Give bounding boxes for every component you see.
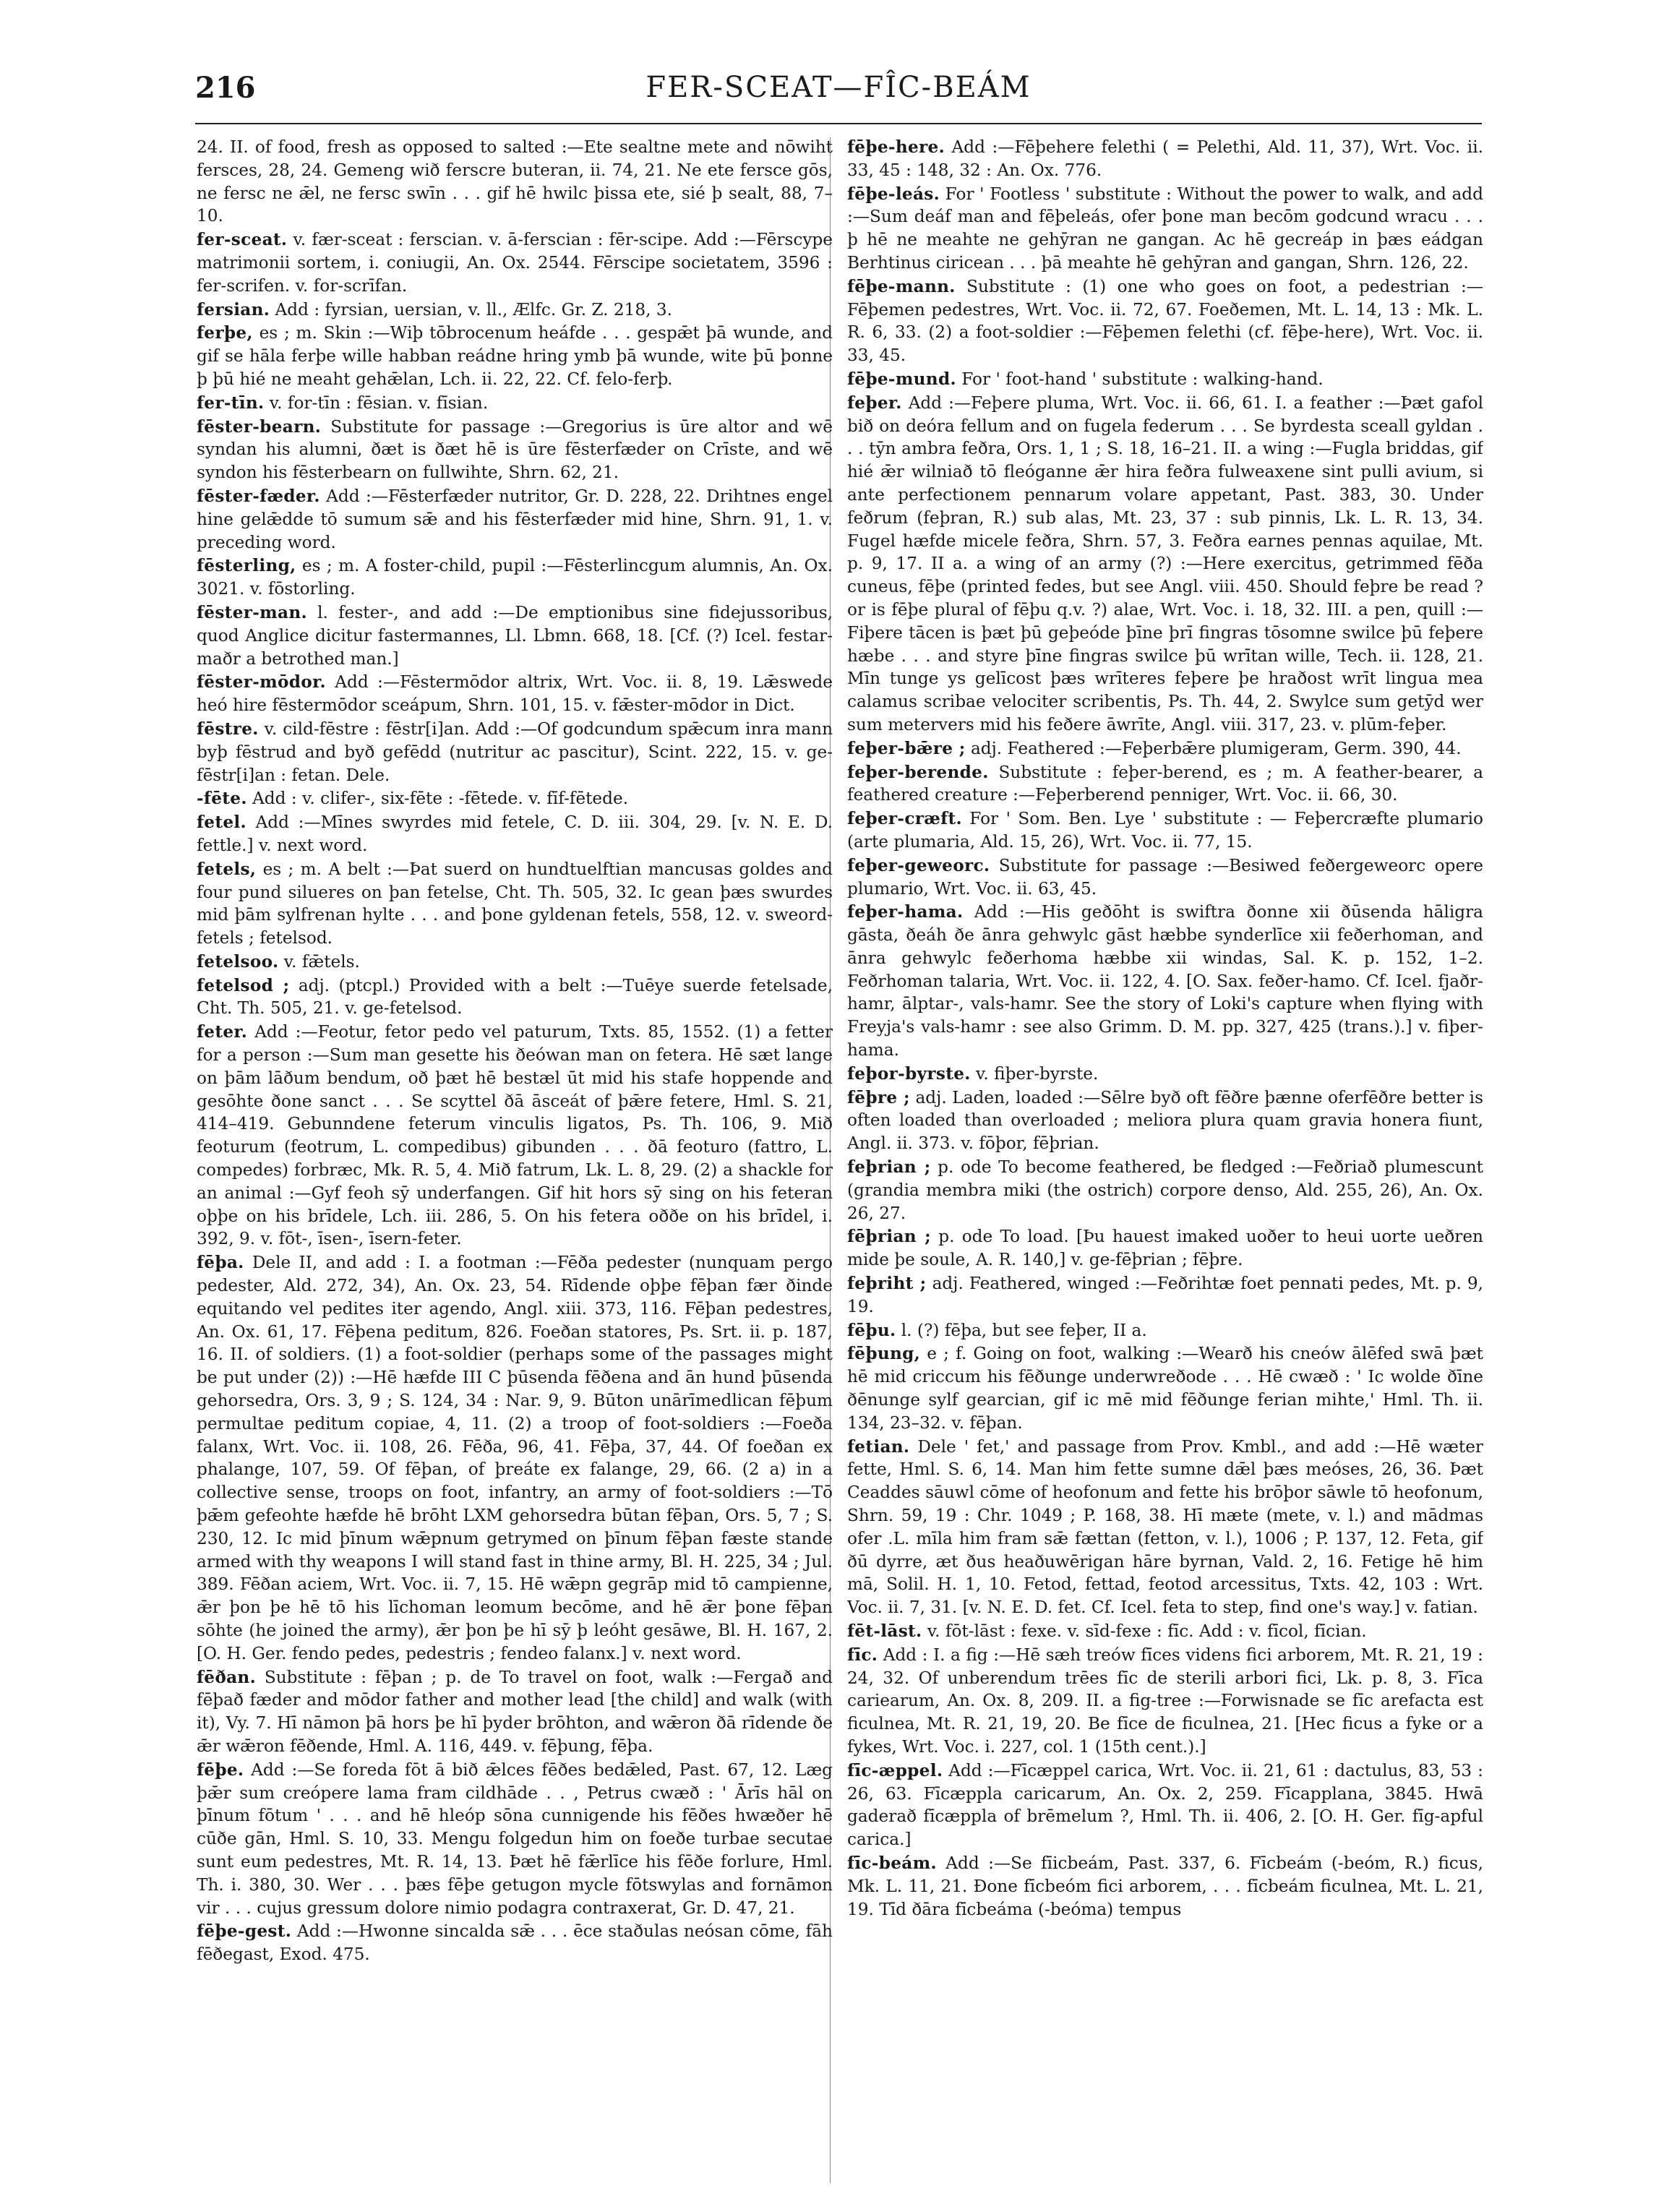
- entry-body: Add : v. clifer-, six-fēte : -fētede. v. fīf-fētede.: [252, 789, 629, 809]
- dictionary-entry: [197, 1666, 833, 1758]
- entry-body: v. fǣtels.: [283, 951, 360, 972]
- entry-headword: feþrian ;: [847, 1157, 931, 1178]
- entry-headword: fetelsod ;: [197, 975, 290, 995]
- dictionary-entry: [197, 136, 833, 228]
- entry-body: Add :—Fēstermōdor altrix, Wrt. Voc. ii. 8, 19. Lǣswede heó hire fēstermōdor sceápum, Shrn. 101, 15. v. fǣster-mōdor in Dict.: [197, 672, 833, 716]
- entry-headword: fēþe-gest.: [197, 1921, 292, 1942]
- dictionary-entry: [197, 1920, 833, 1966]
- entry-body: Add :—Feþere pluma, Wrt. Voc. ii. 66, 61. I. a feather :—Þæt gafol bið on deóra fellum and on fugela federum . . . Se byrdesta sceall gyldan . . . tȳn ambra feðra, Ors. 1, 1 ; S. 18, 16–21. II. a wing :—Fugla briddas, gif hié ǣr wilniað tō fleóganne ǣr hira feðra fulweaxene sint pulli avium, si ante perfectionem pennarum volare appetant, Past. 383, 30. Under feðrum (feþran, R.) sub alas, Mt. 23, 37 : sub pinnis, Lk. L. R. 13, 34. Fugel hæfde micele feðra, Shrn. 57, 3. Feðra earnes pennas aquilae, Mt. p. 9, 17. II a. a wing of an army (?) :—Here exercitus, getrimmed fēða cuneus, fēþe (printed fedes, but see Angl. viii. 450. Should feþre be read ? or is fēþe plural of fēþu q.v. ?) alae, Wrt. Voc. i. 18, 32. III. a pen, quill :—Fiþere tācen is þæt þū geþeóde þīne þrī fingras tōsomne swilce þū feþere hæbe . . . and styre þīne fingras swilce þū wrītan wille, Tech. ii. 128, 21. Mīn tunge ys gelīcost þæs wrīteres feþere þe hraðost wrīt lingua mea calamus scribae velociter scribentis, Ps. Th. 44, 2. Swylce sum getȳd wer sum metervers mid his feðere āwrīte, Angl. viii. 317, 23. v. plūm-feþer.: [847, 393, 1483, 734]
- entry-body: Add :—Fīcæppel carica, Wrt. Voc. ii. 21, 61 : dactulus, 83, 53 : 26, 63. Fīcæppla caricarum, An. Ox. 2, 259. Fīcapplana, 3845. Hwā gaderað fīcæppla of brēmelum ?, Hml. Th. ii. 406, 2. [O. H. Ger. fīg-apful carica.]: [847, 1760, 1483, 1850]
- entry-body: l. (?) fēþa, but see feþer, II a.: [901, 1320, 1147, 1340]
- dictionary-entry: [847, 1156, 1483, 1225]
- entry-headword: fēðan.: [197, 1667, 256, 1687]
- dictionary-entry: [197, 485, 833, 554]
- entry-body: For ' Som. Ben. Lye ' substitute : — Feþercræfte plumario (arte plumaria, Ald. 15, 26), Wrt. Voc. ii. 77, 15.: [847, 809, 1483, 852]
- entry-headword: fēþe-leás.: [847, 184, 940, 204]
- entry-body: Add :—Se foreda fōt ā bið ǣlces fēðes bedǣled, Past. 67, 12. Læg þǣr sum creópere lama fram cildhāde . . , Petrus cwæð : ' Ārīs hāl on þīnum fōtum ' . . . and hē hleóp sōna cunnigende his fēðes hwæðer hē cūðe gān, Hml. S. 10, 33. Mengu folgedun him on foeðe turbae secutae sunt eum pedestres, Mt. R. 14, 13. Þæt hē fǣrlīce his fēðe forlure, Hml. Th. i. 380, 30. Wer . . . þæs fēþe getugon mycle fōtswylas and fornāmon vir . . . cujus gressum dolore nimio podagra contraxerat, Gr. D. 47, 21.: [197, 1759, 833, 1918]
- entry-body: Add :—Hwonne sincalda sǣ . . . ēce staðulas neósan cōme, fāh fēðegast, Exod. 475.: [197, 1921, 833, 1965]
- header-rule: [195, 123, 1482, 124]
- entry-body: Substitute for passage :—Besiwed feðergeweorc opere plumario, Wrt. Voc. ii. 63, 45.: [847, 855, 1483, 899]
- dictionary-entry: [197, 392, 833, 415]
- entry-headword: feþer-geweorc.: [847, 855, 990, 875]
- dictionary-entry: [847, 392, 1483, 737]
- dictionary-entry: [847, 275, 1483, 367]
- entry-body: v. fōt-lāst : fexe. v. sīd-fexe : fīc. Add : v. fīcol, fīcian.: [927, 1621, 1367, 1641]
- entry-headword: fīc-beám.: [847, 1853, 937, 1873]
- dictionary-entry: [197, 1759, 833, 1920]
- dictionary-entry: [847, 807, 1483, 854]
- dictionary-entry: [847, 1759, 1483, 1851]
- entry-body: es ; m. A belt :—Þat suerd on hundtuelftian mancusas goldes and four pund silueres on þan fetelse, Cht. Th. 505, 32. Ic gean þæs swurdes mid þām sylfrenan hylte . . . and þone gyldenan fetels, 558, 12. v. sweord-fetels ; fetelsod.: [197, 859, 833, 948]
- dictionary-entry: [847, 1086, 1483, 1155]
- dictionary-entry: [847, 1063, 1483, 1086]
- dictionary-entry: [847, 368, 1483, 391]
- entry-body: For ' foot-hand ' substitute : walking-hand.: [961, 369, 1324, 389]
- entry-body: Substitute for passage :—Gregorius is ūre altor and wē syndan his alumni, ðæt is ðæt hē is ūre fēsterfæder on Crīste, and wē syndon his fēsterbearn on fullwihte, Shrn. 62, 21.: [197, 416, 833, 483]
- entry-body: Add :—Fēþehere felethi ( = Pelethi, Ald. 11, 37), Wrt. Voc. ii. 33, 45 : 148, 32 : An. Ox. 776.: [847, 137, 1483, 180]
- dictionary-entry: [847, 854, 1483, 901]
- dictionary-entry: [197, 416, 833, 484]
- dictionary-entry: [847, 136, 1483, 182]
- entry-headword: fetel.: [197, 813, 246, 833]
- entry-body: Add :—His geðōht is swiftra ðonne xii ðūsenda hāligra gāsta, ðeáh ðe ānra gehwylc gāst hæbbe synderlīce xii feðerhoman, and ānra gehwylc feðerhoma hæbbe xii windas, Sal. K. p. 152, 1–2. Feðrhoman talaria, Wrt. Voc. ii. 122, 4. [O. Sax. feðer-hamo. Cf. Icel. fjaðr-hamr, ālptar-, vals-hamr. See the story of Loki's capture when flying with Freyja's vals-hamr : see also Grimm. D. M. pp. 327, 425 (trans.).] v. fiþer-hama.: [847, 902, 1483, 1060]
- entry-headword: fēþung,: [847, 1344, 921, 1364]
- entry-body: l. fester-, and add :—De emptionibus sine fidejussoribus, quod Anglice dicitur fastermannes, Ll. Lbmn. 668, 18. [Cf. (?) Icel. festar-maðr a betrothed man.]: [197, 602, 833, 669]
- entry-body: adj. Feathered, winged :—Feðrihtæ foet pennati pedes, Mt. p. 9, 19.: [847, 1274, 1483, 1316]
- entry-body: adj. Laden, loaded :—Sēlre byð oft fēðre þænne oferfēðre better is often loaded than overloaded ; meliora plura quam gravia honera fiunt, Angl. ii. 373. v. fōþor, fēþrian.: [847, 1087, 1483, 1154]
- dictionary-entry: [847, 1272, 1483, 1319]
- entry-headword: feþer-berende.: [847, 762, 989, 782]
- dictionary-entry: [847, 1620, 1483, 1643]
- entry-body: e ; f. Going on foot, walking :—Wearð his cneów ālēfed swā þæt hē mid criccum his fēðunge underwreðode . . . Hē cwæð : ' Ic wolde ðīne ðēnunge sylf gearcian, gif ic mē mid fēðunge ferian mihte,' Hml. Th. ii. 134, 23–32. v. fēþan.: [847, 1344, 1483, 1433]
- dictionary-entry: [847, 737, 1483, 760]
- entry-headword: fēster-mōdor.: [197, 672, 326, 693]
- entry-headword: fēþa.: [197, 1253, 244, 1273]
- dictionary-entry: [847, 183, 1483, 275]
- dictionary-entry: [197, 858, 833, 950]
- entry-body: For ' Footless ' substitute : Without the power to walk, and add :—Sum deáf man and fēþeleás, ofer þone man becōm godcund wracu . . . þ hē ne meahte ne gehȳran ne gangan. Ac hē gecreáp in þæs eádgan Berhtinus ciricean . . . þā meahte hē gehȳran and gangan, Shrn. 126, 22.: [847, 184, 1483, 273]
- dictionary-entry: [197, 601, 833, 670]
- dictionary-entry: [197, 951, 833, 974]
- entry-body: Dele ' fet,' and passage from Prov. Kmbl., and add :—Hē wæter fette, Hml. S. 6, 14. Man him fette sumne dǣl þæs meóses, 26, 36. Þæt Ceaddes sāuwl cōme of heofonum and fette his brōþor sāwle tō heofonum, Shrn. 59, 19 : Chr. 1049 ; P. 168, 38. Hī mæte (mete, v. l.) and mādmas ofer .L. mīla him fram sǣ fættan (fetton, v. l.), 1006 ; P. 137, 12. Feta, gif ðū dyrre, æt ðus heaðuwērigan hāre byrnan, Vald. 2, 16. Fetige hē him mā, Solil. H. 1, 10. Fetod, fettad, feotod arcessitus, Txts. 42, 103 : Wrt. Voc. ii. 7, 31. [v. N. E. D. fet. Cf. Icel. feta to step, find one's way.] v. fatian.: [847, 1436, 1483, 1618]
- dictionary-entry: [847, 1342, 1483, 1434]
- dictionary-entry: [847, 1644, 1483, 1759]
- entry-headword: fer-tīn.: [197, 393, 265, 413]
- entry-body: Add : I. a fig :—Hē sæh treów fīces videns fici arborem, Mt. R. 21, 19 : 24, 32. Of unberendum trēes fīc de sterili arbori fici, Lk. p. 8, 3. Fīca cariearum, An. Ox. 8, 209. II. a fig-tree :—Forwisnade se fīc arefacta est ficulnea, Mt. R. 21, 19, 20. Be fīce de ficulnea, 21. [Hec ficus a fyke or a fykes, Wrt. Voc. i. 227, col. 1 (15th cent.).]: [847, 1645, 1483, 1757]
- dictionary-entry: [197, 718, 833, 786]
- entry-body: v. fær-sceat : ferscian. v. ā-ferscian : fēr-scipe. Add :—Fērscype matrimonii sortem, i. coniugii, An. Ox. 2544. Fērscipe societatem, 3596 : fer-scrifen. v. for-scrīfan.: [197, 230, 833, 296]
- entry-headword: fīc.: [847, 1645, 878, 1665]
- entry-headword: fetels,: [197, 859, 257, 879]
- entry-headword: fēster-bearn.: [197, 416, 322, 437]
- entry-body: Substitute : (1) one who goes on foot, a pedestrian :—Fēþemen pedestres, Wrt. Voc. ii. 72, 67. Foeðemen, Mt. L. 14, 13 : Mk. L. R. 6, 33. (2) a foot-soldier :—Fēþemen felethi (cf. fēþe-here), Wrt. Voc. ii. 33, 45.: [847, 276, 1483, 366]
- entry-body: v. for-tīn : fēsian. v. fīsian.: [269, 393, 489, 413]
- dictionary-entry: [197, 1021, 833, 1251]
- page-number: 216: [195, 71, 256, 105]
- entry-headword: fēþe.: [197, 1759, 244, 1780]
- dictionary-entry: [847, 901, 1483, 1062]
- entry-headword: fēþrian ;: [847, 1227, 932, 1247]
- entry-headword: fēþu.: [847, 1320, 896, 1340]
- entry-headword: fēþe-mund.: [847, 369, 956, 389]
- entry-body: Dele II, and add : I. a footman :—Fēða pedester (nunquam pergo pedester, Ald. 272, 34), An. Ox. 23, 54. Rīdende oþþe fēþan fær ðinde equitando vel pedites iter agendo, Angl. xiii. 373, 116. Fēþan pedestres, An. Ox. 61, 17. Fēþena peditum, 826. Foeðan statores, Ps. Srt. ii. p. 187, 16. II. of soldiers. (1) a foot-soldier (perhaps some of the passages might be put under (2)) :—Hē hæfde III C þūsenda fēðena and ān hund þūsenda gehorsedra, Ors. 3, 9 ; S. 124, 34 : Nar. 9, 9. Būton unārīmedlican fēþum permultae peditum copiae, 4, 11. (2) a troop of foot-soldiers :—Foeða falanx, Wrt. Voc. ii. 108, 26. Fēða, 96, 41. Fēþa, 37, 44. Of foeðan ex phalange, 107, 59. Of fēþan, of þreáte ex falange, 29, 66. (2 a) in a collective sense, troops on foot, infantry, an army of foot-soldiers :—Tō þǣm gefeohte hæfde hē brōht LXM gehorsedra būtan fēþan, Ors. 5, 7 ; S. 230, 12. Ic mid þīnum wǣpnum getrymed on þīnum fēþan fæste stande armed with thy weapons I will stand fast in thine army, Bl. H. 225, 34 ; Jul. 389. Fēðan aciem, Wrt. Voc. ii. 7, 15. Hē wǣpn gegrāp mid tō campienne, ǣr þon þe hē tō his līchoman leomum becōme, and hē ǣr þone fēþan sōhte (he joined the army), ǣr þon þe hī sȳ þ leóht gesāwe, Bl. H. 167, 2. [O. H. Ger. fendo pedes, pedestris ; fendeo falanx.] v. next word.: [197, 1253, 833, 1663]
- dictionary-entry: [197, 787, 833, 810]
- entry-headword: fēstre.: [197, 719, 259, 739]
- dictionary-entry: [197, 228, 833, 297]
- entry-headword: feþer-cræft.: [847, 809, 962, 829]
- right-column: [847, 136, 1483, 2189]
- entry-headword: fēster-fæder.: [197, 486, 320, 506]
- entry-body: 24. II. of food, fresh as opposed to salted :—Ete sealtne mete and nōwiht fersces, 28, 24. Gemeng wið ferscre buteran, ii. 74, 21. Ne ete fersce gōs, ne fersc ne ǣl, ne fersc swīn . . . gif hē hwilc þissa ete, sié þ sealt, 88, 7–10.: [197, 137, 833, 226]
- entry-headword: fetian.: [847, 1436, 910, 1457]
- entry-body: p. ode To become feathered, be fledged :—Feðriað plumescunt (grandia membra miki (the ostrich) corpore denso, Ald. 255, 26), An. Ox. 26, 27.: [847, 1157, 1483, 1223]
- entry-headword: fetelsoo.: [197, 951, 279, 972]
- entry-headword: fēþe-here.: [847, 137, 945, 157]
- entry-headword: fēsterling,: [197, 556, 296, 576]
- entry-body: v. fiþer-byrste.: [976, 1063, 1099, 1084]
- entry-body: p. ode To load. [Þu hauest imaked uoðer to heui uorte ueðren mide þe soule, A. R. 140,] v. ge-fēþrian ; fēþre.: [847, 1227, 1483, 1270]
- dictionary-entry: [197, 554, 833, 601]
- entry-headword: feter.: [197, 1022, 248, 1042]
- entry-body: Add :—Se fīicbeám, Past. 337, 6. Fīcbeám (-beóm, R.) ficus, Mk. L. 11, 21. Ðone fīcbeóm fici arborem, . . . fīcbeám ficulnea, Mt. L. 21, 19. Tīd ðāra fīcbeáma (-beóma) tempus: [847, 1853, 1483, 1919]
- entry-body: adj. Feathered :—Feþerbǣre plumigeram, Germ. 390, 44.: [970, 738, 1462, 758]
- entry-body: Substitute : feþer-berend, es ; m. A feather-bearer, a feathered creature :—Feþerberend penniger, Wrt. Voc. ii. 66, 30.: [847, 762, 1483, 805]
- dictionary-entry: [847, 761, 1483, 807]
- left-column: [197, 136, 833, 2189]
- entry-headword: fīc-æppel.: [847, 1760, 943, 1780]
- entry-headword: feþor-byrste.: [847, 1063, 971, 1084]
- entry-body: Add :—Fēsterfæder nutritor, Gr. D. 228, 22. Drihtnes engel hine gelǣdde tō sumum sǣ and his fēsterfæder mid hine, Shrn. 91, 1. v. preceding word.: [197, 486, 833, 552]
- entry-headword: fēþre ;: [847, 1087, 910, 1107]
- dictionary-entry: [847, 1319, 1483, 1342]
- entry-body: es ; m. Skin :—Wiþ tōbrocenum heáfde . . . gespǣt þā wunde, and gif se hāla ferþe wille habban reádne hring ymb þā wunde, wite þū þonne þ þū hié ne meaht gehǣlan, Lch. ii. 22, 22. Cf. felo-ferþ.: [197, 323, 833, 389]
- entry-body: Substitute : fēþan ; p. de To travel on foot, walk :—Fergað and fēþað fæder and mōdor father and mother lead [the child] and walk (with it), Vy. 7. Hī nāmon þā hors þe hī þyder brōhton, and wǣron ðā rīdende ðe ǣr wǣron fēðende, Hml. A. 116, 449. v. fēþung, fēþa.: [197, 1667, 833, 1756]
- dictionary-entry: [197, 322, 833, 390]
- entry-headword: feþer-bǣre ;: [847, 738, 966, 758]
- entry-headword: fēþe-mann.: [847, 276, 956, 296]
- entry-body: Add :—Mīnes swyrdes mid fetele, C. D. iii. 304, 29. [v. N. E. D. fettle.] v. next word.: [197, 813, 833, 855]
- dictionary-entry: [197, 1251, 833, 1665]
- entry-headword: feþer-hama.: [847, 902, 964, 922]
- dictionary-entry: [847, 1225, 1483, 1272]
- dictionary-entry: [197, 974, 833, 1021]
- page-header: [195, 67, 1482, 124]
- entry-headword: fēt-lāst.: [847, 1621, 922, 1641]
- dictionary-entry: [197, 671, 833, 717]
- dictionary-entry: [197, 299, 833, 322]
- dictionary-entry: [197, 811, 833, 857]
- entry-body: adj. (ptcpl.) Provided with a belt :—Tuēye suerde fetelsade, Cht. Th. 505, 21. v. ge-fetelsod.: [197, 975, 833, 1019]
- entry-headword: fersian.: [197, 299, 270, 320]
- entry-body: v. cild-fēstre : fēstr[i]an. Add :—Of godcundum spǣcum inra mann byþ fēstrud and byð gefēdd (nutritur ac pascitur), Scint. 222, 15. v. ge-fēstr[i]an : fetan. Dele.: [197, 719, 833, 785]
- entry-headword: feþer.: [847, 393, 902, 413]
- entry-body: Add : fyrsian, uersian, v. ll., Ælfc. Gr. Z. 218, 3.: [275, 299, 673, 320]
- dictionary-entry: [847, 1436, 1483, 1619]
- entry-body: Add :—Feotur, fetor pedo vel paturum, Txts. 85, 1552. (1) a fetter for a person :—Sum man gesette his ðeówan man on fetera. Hē sæt lange on þām lāðum bendum, oð þæt hē bestæl ūt mid his stafe hoppende and gesōhte ðone sanct . . . Se scyttel ðā āsceát of þǣre fetere, Hml. S. 21, 414–419. Gebunndene feterum vinculis ligatos, Ps. Th. 106, 9. Mið feoturum (feotrum, L. compedibus) gibunden . . . ðā feoturo (fattro, L. compedes) forbræc, Mk. R. 5, 4. Mið fatrum, Lk. L. 8, 29. (2) a shackle for an animal :—Gyf feoh sȳ underfangen. Gif hit hors sȳ sing on his feteran oþþe on his brīdele, Lch. iii. 286, 5. On his fetera oððe on his brīdel, i. 392, 9. v. fōt-, īsen-, īsern-feter.: [197, 1022, 833, 1249]
- entry-headword: -fēte.: [197, 789, 247, 809]
- entry-headword: fēster-man.: [197, 602, 307, 622]
- entry-body: es ; m. A foster-child, pupil :—Fēsterlincgum alumnis, An. Ox. 3021. v. fōstorling.: [197, 556, 833, 599]
- running-title: FER-SCEAT—FÎC-BEÁM: [646, 71, 1031, 104]
- entry-headword: feþriht ;: [847, 1274, 927, 1294]
- dictionary-entry: [847, 1852, 1483, 1921]
- entry-headword: fer-sceat.: [197, 230, 288, 250]
- entry-headword: ferþe,: [197, 323, 253, 343]
